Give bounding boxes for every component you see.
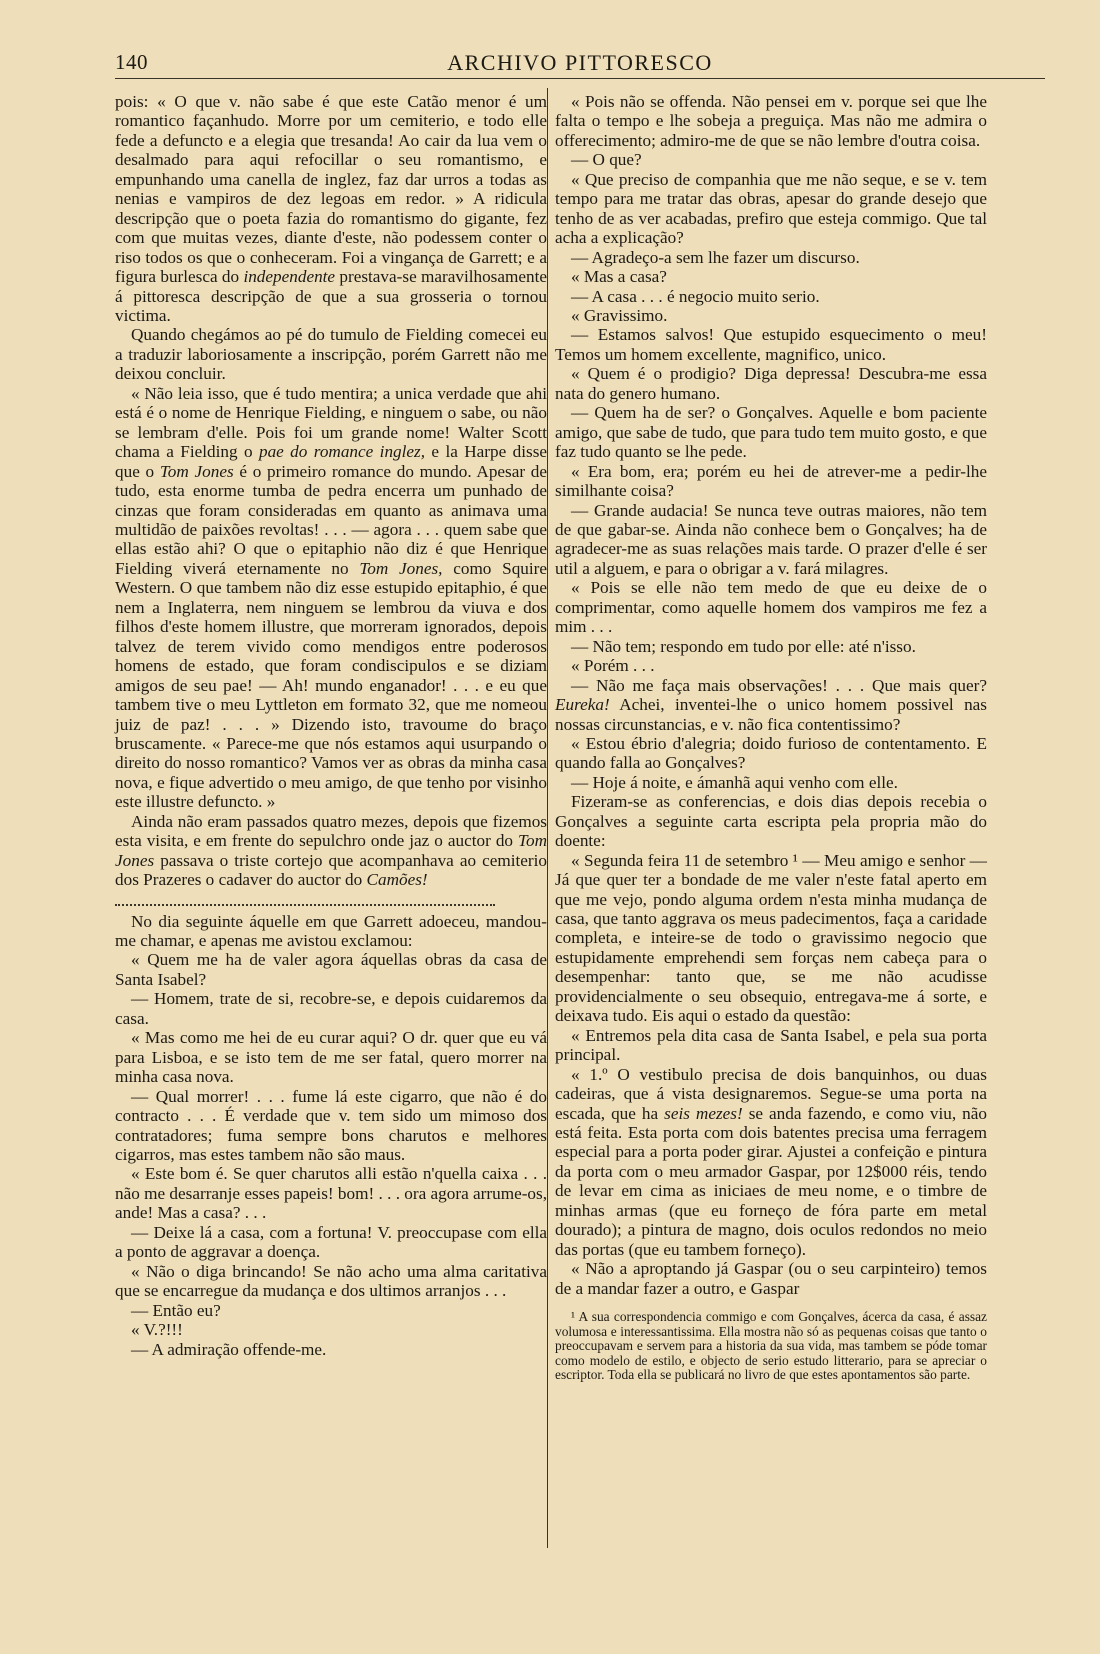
header-rule [115, 78, 1045, 79]
paragraph: — Qual morrer! . . . fume lá este cigarro, que não é do contracto . . . É verdade que v. tem sido um mimoso dos contratadores; fuma sempre bons charutos e melhores cigarros, mas estes tambem não são maus. [115, 1086, 547, 1165]
paragraph: « Estou ébrio d'alegria; doido furioso de contentamento. E quando falla ao Gonçalves? [555, 733, 987, 773]
paragraph: « Quem me ha de valer agora áquellas obras da casa de Santa Isabel? [115, 950, 547, 989]
left-column [115, 92, 547, 1359]
right-column [555, 92, 987, 1383]
paragraph: — Homem, trate de si, recobre-se, e depois cuidaremos da casa. [115, 989, 547, 1028]
paragraph: « Era bom, era; porém eu hei de atrever-me a pedir-lhe similhante coisa? [555, 461, 987, 501]
italic-text: Eureka! [555, 695, 610, 715]
text-run: — Não me faça mais observações! . . . Que mais quer? [571, 675, 987, 695]
paragraph: « Gravissimo. [571, 305, 668, 325]
paragraph: — Então eu? [131, 1300, 221, 1320]
italic-text: independente [243, 267, 336, 287]
text-run: Achei, inventei-lhe o unico homem possivel nas nossas circunstancias, e v. não fica contentissimo? [555, 695, 987, 734]
italic-text: Tom Jones, [359, 558, 443, 578]
page-number: 140 [115, 50, 148, 74]
paragraph: « Mas a casa? [571, 267, 667, 287]
paragraph: — O que? [571, 150, 642, 170]
footnote [555, 1310, 987, 1383]
italic-text: Tom Jones [159, 461, 234, 481]
paragraph [115, 384, 547, 812]
column-divider [547, 88, 548, 1548]
paragraph: — Estamos salvos! Que estupido esquecimento o meu! Temos um homem excellente, magnifico, unico. [555, 325, 987, 364]
text-run: « Não leia isso, que é tudo mentira; a unica verdade que ahi está é o nome de Henrique Fielding, e ninguem o sabe, ou não se lembram d'elle. Pois foi um grande nome! Walter Scott chama a Fielding o [115, 383, 547, 462]
paragraph: « V.?!!! [131, 1320, 183, 1340]
text-run: se anda fazendo, e como viu, não está feita. Esta porta com dois batentes precisa uma ferragem especial para a porta poder girar. Ajustei a confeição e pintura da porta com o meu armador Gaspar, por 12$000 réis, tendo de levar em cima as iniciaes de meu nome, e o timbre de minhas armas (que eu forneço de fóra parte em metal dourado); a pintura de magno, dois oculos redondos no meio das portas (que eu tambem forneço). [555, 1103, 988, 1259]
paragraph: « Pois se elle não tem medo de que eu deixe de o comprimentar, como aquelle homem dos vampiros me fez a mim . . . [555, 578, 987, 637]
text-run: « 1.º O vestibulo precisa de dois banquinhos, ou duas cadeiras, que á vista designaremos. Segue-se uma porta na escada, que ha [555, 1064, 987, 1123]
paragraph: — Hoje á noite, e ámanhã aqui venho com elle. [571, 772, 898, 792]
text-run: prestava-se maravilhosamente á pittoresca descripção de que a sua grosseria o tornou victima. [115, 267, 547, 325]
paragraph: « Porém . . . [571, 656, 655, 676]
page-header [115, 50, 1045, 80]
paragraph: — Grande audacia! Se nunca teve outras maiores, não tem de que gabar-se. Ainda não conhece bem o Gonçalves; ha de agradecer-me as suas relações mais tarde. O prazer d'elle é ser util a alguem, e para o obrigar a v. fará milagres. [555, 500, 987, 578]
paragraph: — A admiração offende-me. [131, 1339, 327, 1359]
paragraph: « Segunda feira 11 de setembro ¹ — Meu amigo e senhor — Já que quer ter a bondade de me valer n'este fatal aperto em que me vejo, pondo alguma ordem n'esta minha mudança de casa, que tanto aggrava os meus padecimentos, faça a caridade completa, e inteire-se de todo o gravissimo negocio que estupidamente emprehendi sem forças nem cabeça para o desempenhar: tanto que, se me não acudisse providencialmente o seu obsequio, entregava-me á sorte, e deixava tudo. Eis aqui o estado da questão: [555, 850, 987, 1026]
text-run: pois: « O que v. não sabe é que este Catão menor é um romantico façanhudo. Morre por um cemiterio, e todo elle fede a defuncto e a elegia que tresanda! Ao cair da lua vem o desalmado para aqui refocillar o seu romantismo, e empunhando uma canella de inglez, faz dar urros a todas as nenias e vampiros de dez legoas em redor. » A ridicula descripção que o poeta fazia do romantismo do gigante, fez com que muitas vezes, diante d'este, não podessem conter o riso todos os que o conheceram. Foi a vingança de Garrett; e a figura burlesca do [115, 92, 547, 287]
paragraph: — Deixe lá a casa, com a fortuna! V. preoccupase com ella a ponto de aggravar a doença. [115, 1222, 547, 1262]
paragraph: « Quem é o prodigio? Diga depressa! Descubra-me essa nata do genero humano. [555, 364, 987, 403]
footnote-text: ¹ A sua correspondencia commigo e com Gonçalves, ácerca da casa, é assaz volumosa e interessantissima. Ella mostra não só as pequenas coisas que tanto o preoccupavam e servem para a historia da sua vida, mas tambem se póde tomar como modelo de estilo, e objecto de serio estudo litterario, para se apreciar o escriptor. Toda ella se publicará no livro de que estes apontamentos são parte. [555, 1309, 987, 1383]
paragraph: Fizeram-se as conferencias, e dois dias depois recebia o Gonçalves a seguinte carta escripta pela propria mão do doente: [555, 792, 987, 851]
text-run: Ainda não eram passados quatro mezes, depois que fizemos esta visita, e em frente do sepulchro onde jaz o auctor do [115, 811, 547, 851]
text-run: e la Harpe disse que o [115, 442, 548, 481]
italic-text: Tom Jones [115, 831, 548, 870]
text-run: passava o triste cortejo que acompanhava ao cemiterio dos Prazeres o cadaver do auctor do [115, 850, 547, 890]
paragraph [555, 1065, 987, 1260]
paragraph: No dia seguinte áquelle em que Garrett adoeceu, mandou-me chamar, e apenas me avistou exclamou: [115, 911, 547, 951]
italic-text: seis mezes! [664, 1103, 743, 1123]
paragraph [115, 92, 547, 325]
paragraph: « Mas como me hei de eu curar aqui? O dr. quer que eu vá para Lisboa, e se isto tem de me ser fatal, quero morrer na minha casa nova. [115, 1028, 547, 1087]
paragraph: — Quem ha de ser? o Gonçalves. Aquelle e bom paciente amigo, que sabe de tudo, que para tudo tem muito gosto, e que faz tudo quanto se lhe pede. [555, 403, 987, 462]
paragraph: « Pois não se offenda. Não pensei em v. porque sei que lhe falta o tempo e lhe sobeja a preguiça. Mas não me admira o offerecimento; admiro-me de que se não lembre d'outra coisa. [555, 92, 987, 150]
italic-text: Camões! [366, 870, 428, 890]
text-run: como Squire Western. O que tambem não diz esse estupido epitaphio, é que nem a Inglaterra, nem ninguem se lembrou da viuva e dos filhos d'este homem illustre, que morreram ignorados, depois talvez de terem vivido como mendigos entre poderosos homens de estado, que foram condiscipulos e se diziam amigos de seu pae! — Ah! mundo enganador! . . . e eu que tambem tive o meu Lyttleton em formato 32, que me nomeou juiz de paz! . . . » Dizendo isto, travoume do braço bruscamente. « Parece-me que nós estamos aqui usurpando o direito do nosso romantico? Vamos ver as obras da minha casa nova, e fique advertido o meu amigo, de que tenho por visinho este illustre defuncto. » [115, 558, 548, 812]
journal-title: ARCHIVO PITTORESCO [447, 50, 713, 75]
paragraph: « Não a aproptando já Gaspar (ou o seu carpinteiro) temos de a mandar fazer a outro, e Gaspar [555, 1259, 987, 1298]
paragraph: « Este bom é. Se quer charutos alli estão n'quella caixa . . . não me desarranje esses papeis! bom! . . . ora agora arrume-os, ande! Mas a casa? . . . [115, 1164, 547, 1223]
paragraph: — A casa . . . é negocio muito serio. [571, 286, 820, 306]
paragraph: « Não o diga brincando! Se não acho uma alma caritativa que se encarregue da mudança e dos ultimos arranjos . . . [115, 1261, 547, 1301]
paragraph: — Não tem; respondo em tudo por elle: até n'isso. [571, 636, 916, 656]
paragraph: « Que preciso de companhia que me não seque, e se v. tem tempo para me tratar das obras, apesar do grande desejo que tenho de as ver acabadas, prefiro que esteja commigo. Que tal acha a explicação? [555, 169, 987, 248]
paragraph [555, 676, 987, 734]
dotted-separator [115, 904, 495, 908]
text-run: é o primeiro romance do mundo. Apesar de tudo, esta enorme tumba de pedra encerra um punhado de cinzas que foram consideradas em quanto as animava uma multidão de paixões revoltas! . . . — agora . . . quem sabe que ellas estão ahi? O que o epitaphio não diz é que Henrique Fielding viverá eternamente no [115, 461, 548, 578]
paragraph: — Agradeço-a sem lhe fazer um discurso. [571, 247, 860, 267]
paragraph: Quando chegámos ao pé do tumulo de Fielding comecei eu a traduzir laboriosamente a inscripção, porém Garrett não me deixou concluir. [115, 325, 547, 384]
paragraph: « Entremos pela dita casa de Santa Isabel, e pela sua porta principal. [555, 1025, 987, 1065]
paragraph [115, 812, 547, 890]
italic-text: pae do romance inglez, [258, 442, 426, 462]
